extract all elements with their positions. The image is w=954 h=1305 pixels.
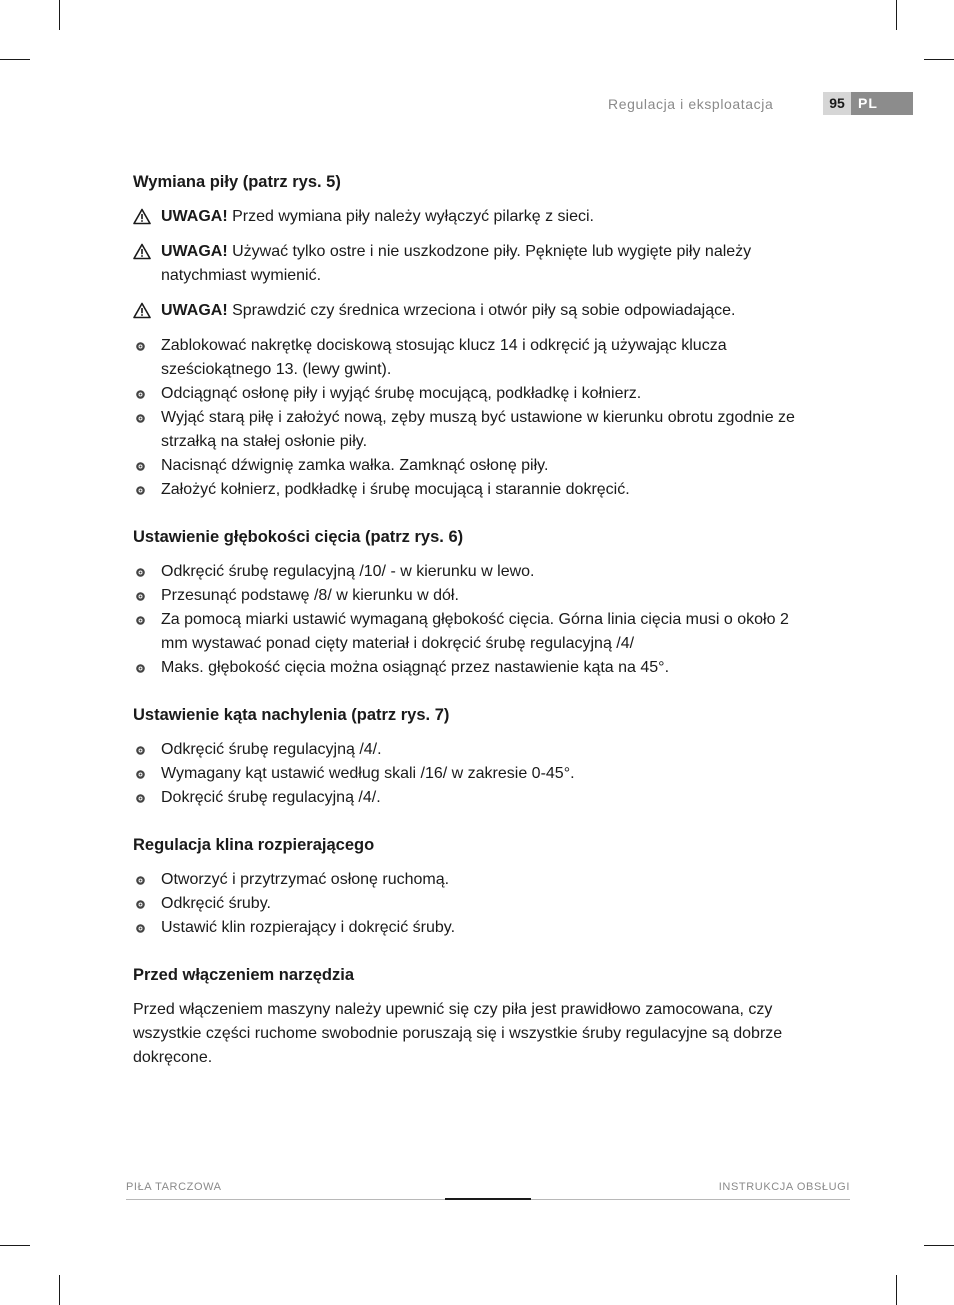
list-item — [133, 786, 813, 810]
crop-mark — [896, 0, 897, 30]
list-item — [133, 584, 813, 608]
warning-label: UWAGA! — [161, 302, 228, 319]
bullet-icon — [135, 591, 146, 602]
list-item — [133, 762, 813, 786]
section-title: Regulacja i eksploatacja — [608, 95, 774, 112]
crop-mark — [924, 59, 954, 60]
step-text: Odkręcić śruby. — [161, 895, 271, 912]
step-text: Wymagany kąt ustawić według skali /16/ w zakresie 0-45°. — [161, 765, 575, 782]
body-paragraph: Przed włączeniem maszyny należy upewnić się czy piła jest prawidłowo zamocowana, czy wszystkie części ruchome swobodnie poruszają się i wszystkie śruby regulacyjne są dobrze dokręcone. — [133, 1001, 783, 1066]
bullet-icon — [135, 485, 146, 496]
step-text: Maks. głębokość cięcia można osiągnąć przez nastawienie kąta na 45°. — [161, 659, 670, 676]
step-text: Dokręcić śrubę regulacyjną /4/. — [161, 789, 381, 806]
language-badge: PL — [851, 92, 913, 115]
step-text: Wyjąć starą piłę i założyć nową, zęby muszą być ustawione w kierunku obrotu zgodnie ze strzałką na stałej osłonie piły. — [161, 409, 795, 450]
crop-mark — [59, 1275, 60, 1305]
warning-triangle-icon — [133, 302, 151, 319]
warning-label: UWAGA! — [161, 208, 228, 225]
crop-mark — [59, 0, 60, 30]
bullet-icon — [135, 793, 146, 804]
step-text: Za pomocą miarki ustawić wymaganą głębokość cięcia. Górna linia cięcia musi o około 2 mm wystawać ponad cięty materiał i dokręcić śrubę regulacyjną /4/ — [161, 611, 789, 652]
bullet-icon — [135, 413, 146, 424]
bullet-icon — [135, 875, 146, 886]
step-text: Ustawić klin rozpierający i dokręcić śruby. — [161, 919, 456, 936]
warning-triangle-icon — [133, 208, 151, 225]
warning-label: UWAGA! — [161, 243, 228, 260]
step-text: Założyć kołnierz, podkładkę i śrubę mocującą i starannie dokręcić. — [161, 481, 630, 498]
warning-note — [133, 240, 813, 288]
step-list — [133, 738, 813, 810]
warning-triangle-icon — [133, 243, 151, 260]
step-text: Otworzyć i przytrzymać osłonę ruchomą. — [161, 871, 450, 888]
list-item — [133, 892, 813, 916]
warning-note — [133, 299, 813, 323]
warning-text: Przed wymiana piły należy wyłączyć pilarkę z sieci. — [227, 208, 594, 225]
running-header — [600, 92, 913, 115]
warning-text: Sprawdzić czy średnica wrzeciona i otwór piły są sobie odpowiadające. — [227, 302, 736, 319]
bullet-icon — [135, 341, 146, 352]
crop-mark — [896, 1275, 897, 1305]
footer-rule-accent — [445, 1198, 531, 1200]
bullet-icon — [135, 567, 146, 578]
bullet-icon — [135, 461, 146, 472]
bullet-icon — [135, 769, 146, 780]
step-list — [133, 334, 813, 502]
list-item — [133, 608, 813, 656]
crop-mark — [924, 1245, 954, 1246]
step-text: Nacisnąć dźwignię zamka wałka. Zamknąć osłonę piły. — [161, 457, 549, 474]
footer-document-name: INSTRUKCJA OBSŁUGI — [718, 1181, 850, 1193]
bullet-icon — [135, 389, 146, 400]
list-item — [133, 382, 813, 406]
step-text: Zablokować nakrętkę dociskową stosując klucz 14 i odkręcić ją używając klucza sześciokątnego 13. (lewy gwint). — [161, 337, 727, 378]
list-item — [133, 868, 813, 892]
list-item — [133, 334, 813, 382]
section-heading: Wymiana piły (patrz rys. 5) — [133, 173, 341, 191]
list-item — [133, 478, 813, 502]
bullet-icon — [135, 745, 146, 756]
list-item — [133, 560, 813, 584]
bullet-icon — [135, 663, 146, 674]
step-list — [133, 868, 813, 940]
list-item — [133, 738, 813, 762]
step-list — [133, 560, 813, 680]
warning-note — [133, 205, 813, 229]
section-heading: Ustawienie głębokości cięcia (patrz rys. 6) — [133, 528, 464, 546]
page-content — [133, 171, 813, 1070]
list-item — [133, 656, 813, 680]
section-heading: Ustawienie kąta nachylenia (patrz rys. 7) — [133, 706, 450, 724]
crop-mark — [0, 59, 30, 60]
section-heading: Regulacja klina rozpierającego — [133, 836, 375, 854]
bullet-icon — [135, 615, 146, 626]
list-item — [133, 916, 813, 940]
step-text: Odciągnąć osłonę piły i wyjąć śrubę mocującą, podkładkę i kołnierz. — [161, 385, 642, 402]
footer-product-name: PIŁA TARCZOWA — [126, 1181, 222, 1193]
page-number: 95 — [823, 92, 851, 115]
bullet-icon — [135, 899, 146, 910]
list-item — [133, 406, 813, 454]
section-heading: Przed włączeniem narzędzia — [133, 966, 355, 984]
step-text: Przesunąć podstawę /8/ w kierunku w dół. — [161, 587, 459, 604]
bullet-icon — [135, 923, 146, 934]
list-item — [133, 454, 813, 478]
step-text: Odkręcić śrubę regulacyjną /4/. — [161, 741, 382, 758]
crop-mark — [0, 1245, 30, 1246]
warning-text: Używać tylko ostre i nie uszkodzone piły. Pęknięte lub wygięte piły należy natychmiast wymienić. — [161, 243, 752, 284]
step-text: Odkręcić śrubę regulacyjną /10/ - w kierunku w lewo. — [161, 563, 535, 580]
